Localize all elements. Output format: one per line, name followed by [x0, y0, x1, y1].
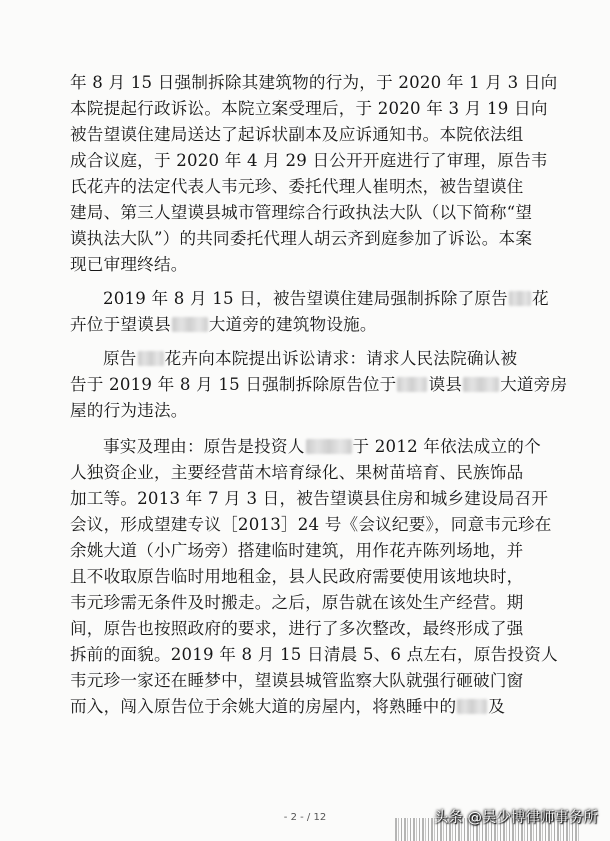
- text-segment: 事实及理由：原告是投资人: [103, 437, 305, 456]
- redacted-name: [397, 377, 427, 392]
- text-segment: 成合议庭，于 2020 年 4 月 29 日公开开庭进行了审理，原告韦: [70, 151, 548, 170]
- text-line: [70, 670, 580, 692]
- text-segment: 及: [488, 697, 506, 716]
- text-line: [70, 150, 580, 172]
- text-line: [70, 400, 580, 422]
- text-line: [70, 462, 580, 484]
- text-segment: 建局、第三人望谟县城市管理综合行政执法大队（以下简称“望: [70, 203, 533, 222]
- text-line: [70, 176, 580, 198]
- text-line: [70, 644, 580, 666]
- redacted-name: [509, 291, 531, 306]
- redacted-name: [457, 699, 487, 714]
- text-segment: 被告望谟住建局送达了起诉状副本及应诉通知书。本院依法组: [70, 125, 524, 144]
- text-line: [70, 314, 580, 336]
- text-line: [103, 436, 580, 458]
- text-segment: 而入，闯入原告位于余姚大道的房屋内，将熟睡中的: [70, 697, 457, 716]
- text-segment: 于 2012 年依法成立的个: [352, 437, 541, 456]
- text-line: [70, 566, 580, 588]
- text-segment: 本院提起行政诉讼。本院立案受理后，于 2020 年 3 月 19 日向: [70, 99, 548, 118]
- text-segment: 2019 年 8 月 15 日，被告望谟住建局强制拆除了原告: [103, 289, 508, 308]
- text-segment: 谟执法大队”）的共同委托代理人胡云齐到庭参加了诉讼。本案: [70, 229, 533, 248]
- text-line: [70, 514, 580, 536]
- text-segment: 余姚大道（小广场旁）搭建临时建筑，用作花卉陈列场地，并: [70, 541, 524, 560]
- text-segment: 且不收取原告临时用地租金，县人民政府需要使用该地块时，: [70, 567, 524, 586]
- text-line: [70, 618, 580, 640]
- text-segment: 大道旁房: [500, 375, 568, 394]
- page-number: - 2 - / 12: [283, 812, 327, 823]
- text-segment: 韦元珍需无条件及时搬走。之后，原告就在该处生产经营。期: [70, 593, 524, 612]
- text-segment: 韦元珍一家还在睡梦中，望谟县城管监察大队就强行砸破门窗: [70, 671, 524, 690]
- text-line: [70, 696, 580, 718]
- text-line: [70, 592, 580, 614]
- watermark-text: 头条 @吴少博律师事务所: [433, 810, 598, 826]
- text-segment: 加工等。2013 年 7 月 3 日，被告望谟县住房和城乡建设局召开: [70, 489, 549, 508]
- redacted-name: [172, 317, 208, 332]
- text-segment: 花: [531, 289, 549, 308]
- text-line: [103, 288, 580, 310]
- text-segment: 氏花卉的法定代表人韦元珍、委托代理人崔明杰，被告望谟住: [70, 177, 524, 196]
- text-segment: 原告: [103, 349, 137, 368]
- text-line: [70, 202, 580, 224]
- text-line: [70, 72, 580, 94]
- text-segment: 会议，形成望建专议［2013］24 号《会议纪要》，同意韦元珍在: [70, 515, 552, 534]
- text-line: [70, 124, 580, 146]
- text-line: [70, 98, 580, 120]
- text-line: [70, 254, 580, 276]
- text-segment: 花卉向本院提出诉讼请求：请求人民法院确认被: [164, 349, 518, 368]
- text-segment: 屋的行为违法。: [70, 401, 188, 420]
- text-line: [70, 374, 580, 396]
- text-segment: 间，原告也按照政府的要求，进行了多次整改，最终形成了强: [70, 619, 524, 638]
- text-line: [70, 488, 580, 510]
- text-segment: 现已审理终结。: [70, 255, 188, 274]
- text-segment: 年 8 月 15 日强制拆除其建筑物的行为，于 2020 年 1 月 3 日向: [70, 73, 558, 92]
- redacted-name: [138, 351, 164, 366]
- text-segment: 人独资企业，主要经营苗木培育绿化、果树苗培育、民族饰品: [70, 463, 524, 482]
- text-segment: 大道旁的建筑物设施。: [208, 315, 377, 334]
- text-segment: 告于 2019 年 8 月 15 日强制拆除原告位于: [70, 375, 397, 394]
- redacted-name: [463, 377, 499, 392]
- text-line: [103, 348, 580, 370]
- text-segment: 拆前的面貌。2019 年 8 月 15 日清晨 5、6 点左右，原告投资人: [70, 645, 558, 664]
- text-line: [70, 540, 580, 562]
- redacted-name: [306, 439, 352, 454]
- text-segment: 谟县: [428, 375, 463, 394]
- text-line: [70, 228, 580, 250]
- text-segment: 卉位于望谟县: [70, 315, 171, 334]
